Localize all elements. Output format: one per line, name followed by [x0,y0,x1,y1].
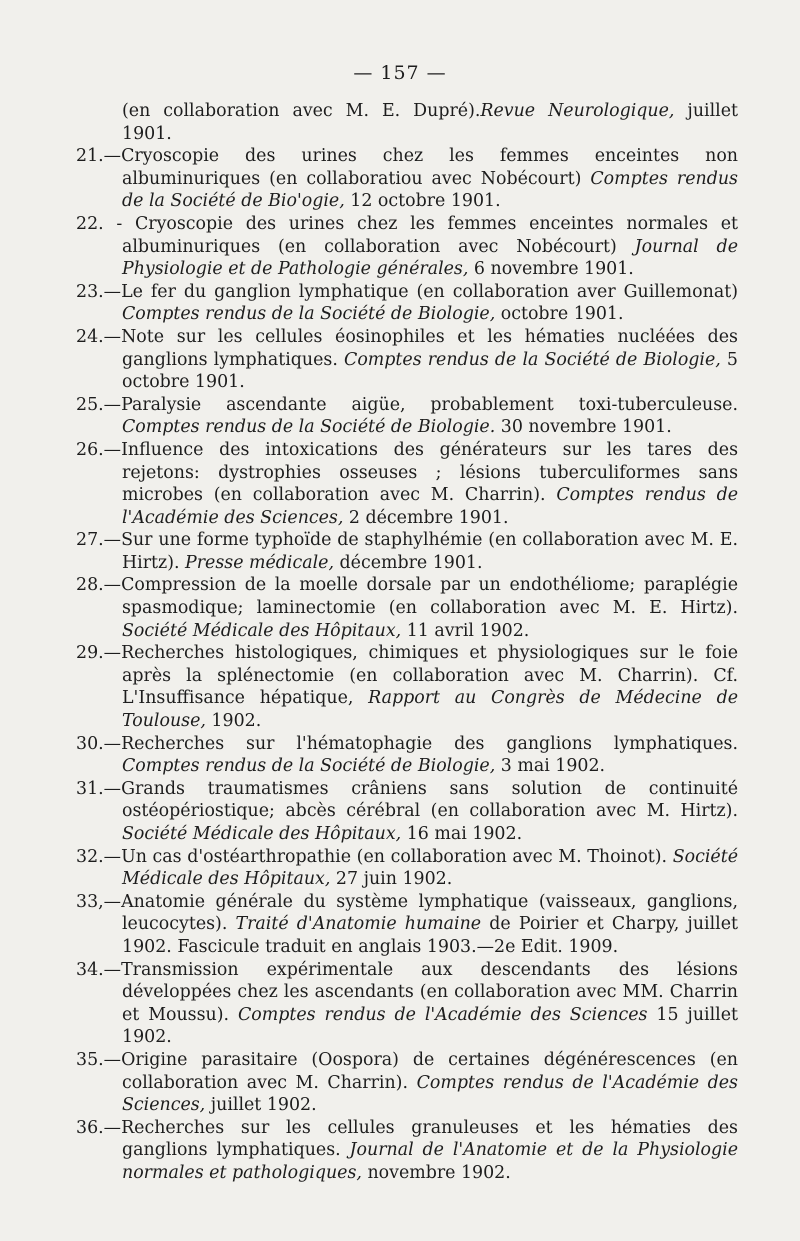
entry-text: —Recherches sur l'hématophagie des ganglions lymphatiques. [103,733,738,754]
entry-text: —Origine parasitaire (Oospora) de certaines dégénérescences (en collaboration avec M. Charrin). [103,1049,738,1093]
entry-date: 12 octobre 1901. [344,191,501,212]
list-item [76,281,738,326]
entry-number: 29. [76,643,104,664]
entry-number: 22. [76,213,104,234]
list-item [76,778,738,846]
list-item [76,846,738,891]
entry-journal: Rapport au Congrès de Médecine de Toulouse, [122,688,738,732]
list-item [76,574,738,642]
entry-journal: Comptes rendus de la Société de Bio'ogie, [122,168,738,212]
entry-date: 27 juin 1902. [330,869,453,890]
entry-journal: Comptes rendus de l'Académie des Sciences, [122,1072,738,1116]
entry-number: 23. [76,281,104,302]
entry-date: 11 avril 1902. [401,620,530,641]
page-number: — 157 — [353,62,447,84]
entry-number: 25. [76,394,104,415]
entry-journal: Presse médicale, [185,552,334,573]
entry-date: juillet 1901. [122,101,738,144]
entry-journal: Société Médicale des Hôpitaux, [122,620,402,641]
entry-date: 16 mai 1902. [401,824,523,844]
entry-date: 15 juillet 1902. [122,1004,738,1048]
entry-date: 6 novembre 1901. [468,259,634,280]
entry-text: —Paralysie ascendante aigüe, probablement toxi-tuberculeuse. [103,394,738,415]
entry-text: —Un cas d'ostéarthropathie (en collaboration avec M. Thoinot). [103,846,673,867]
entry-date: 5 octobre 1901. [122,349,738,393]
entry-text: —Compression de la moelle dorsale par un endothéliome; paraplégie spasmodique; laminectomie (en collaboration avec M. E. Hirtz). [103,575,738,619]
entry-text: —Influence des intoxications des générateurs sur les tares des rejetons: dystrophies osseuses ; lésions tuberculiformes sans microbes (en collaboration avec M. Charrin). [103,439,738,506]
entry-number: 28. [76,575,104,596]
list-item [76,959,738,1049]
entry-text: —Le fer du ganglion lymphatique (en collaboration aver Guillemonat) [103,281,738,302]
entry-journal: Comptes rendus de la Société de Biologie, [122,756,496,777]
entry-date: 2 décembre 1901. [343,507,509,528]
entry-journal: Journal de l'Anatomie et de la Physiologie normales et pathologiques, [122,1140,738,1183]
entry-date: 1902. [205,711,262,732]
entry-journal: Comptes rendus de la Société de Biologie, [344,349,721,370]
entry-number: 31. [76,778,104,799]
entry-number: 36. [76,1117,104,1138]
entry-date: 30 novembre 1901. [495,417,672,438]
entry-text: —Recherches sur les cellules granuleuses et les hématies des ganglions lymphatiques. [103,1117,738,1161]
entry-text: (en collaboration avec M. E. Dupré). [122,101,481,121]
entry-date: de Poirier et Charpy, juillet 1902. Fascicule traduit en anglais 1903.—2e Edit. 1909. [122,914,738,957]
list-item [76,642,738,732]
entry-date: novembre 1902. [361,1162,511,1183]
list-item [76,213,738,281]
entry-number: 27. [76,530,104,551]
entry-text: - Cryoscopie des urines chez les femmes enceintes normales et albuminuriques (en collaboration avec Nobécourt) [103,213,738,257]
entry-text: —Note sur les cellules éosinophiles et les hématies nucléées des ganglions lymphatiques. [103,326,738,370]
list-item [76,439,738,529]
entry-date: 3 mai 1902. [495,756,606,777]
entry-text: —Recherches histologiques, chimiques et physiologiques sur le foie après la splénectomie (en collaboration avec M. Charrin). Cf. L'Insuffisance hépatique, [103,643,738,709]
entry-number: 35. [76,1049,104,1070]
bibliography-list [76,100,738,1185]
list-item [76,891,738,959]
entry-date: décembre 1901. [334,552,483,573]
list-item [76,1117,738,1185]
entry-text: —Grands traumatismes crâniens sans solution de continuité ostéopériostique; abcès cérébral (en collaboration avec M. Hirtz). [103,778,738,822]
entry-journal: Traité d'Anatomie humaine [235,914,482,935]
list-item [76,1049,738,1117]
list-item [76,145,738,213]
list-item [76,326,738,394]
list-item [76,529,738,574]
entry-number: 24. [76,326,104,347]
list-item [76,100,738,145]
entry-journal: Revue Neurologique, [480,101,675,121]
entry-number: 32. [76,846,104,867]
entry-date: octobre 1901. [495,304,624,325]
entry-journal: Comptes rendus de la Société de Biologie. [122,417,496,438]
entry-number: 33, [76,891,104,912]
entry-date: juillet 1902. [205,1095,317,1116]
entry-journal: Comptes rendus de la Société de Biologie, [122,304,496,325]
entry-number: 34. [76,959,104,980]
entry-number: 30. [76,733,104,754]
entry-journal: Comptes rendus de l'Académie des Sciences, [122,485,738,528]
entry-text: —Sur une forme typhoïde de staphylhémie (en collaboration avec M. E. Hirtz). [103,530,738,573]
entry-number: 21. [76,146,104,167]
entry-text: —Transmission expérimentale aux descendants des lésions développées chez les ascendants (en collaboration avec MM. Charrin et Moussu). [103,959,738,1025]
entry-number: 26. [76,439,104,460]
entry-journal: Comptes rendus de l'Académie des Sciences [237,1004,648,1025]
entry-journal: Journal de Physiologie et de Pathologie générales, [122,236,738,280]
entry-journal: Société Médicale des Hôpitaux, [122,846,738,890]
entry-text: —Cryoscopie des urines chez les femmes enceintes non albuminuriques (en collaboratiou avec Nobécourt) [103,146,738,189]
entry-journal: Société Médicale des Hôpitaux, [122,824,402,844]
list-item [76,394,738,439]
list-item [76,733,738,778]
entry-text: —Anatomie générale du système lymphatique (vaisseaux, ganglions, leucocytes). [103,891,738,935]
